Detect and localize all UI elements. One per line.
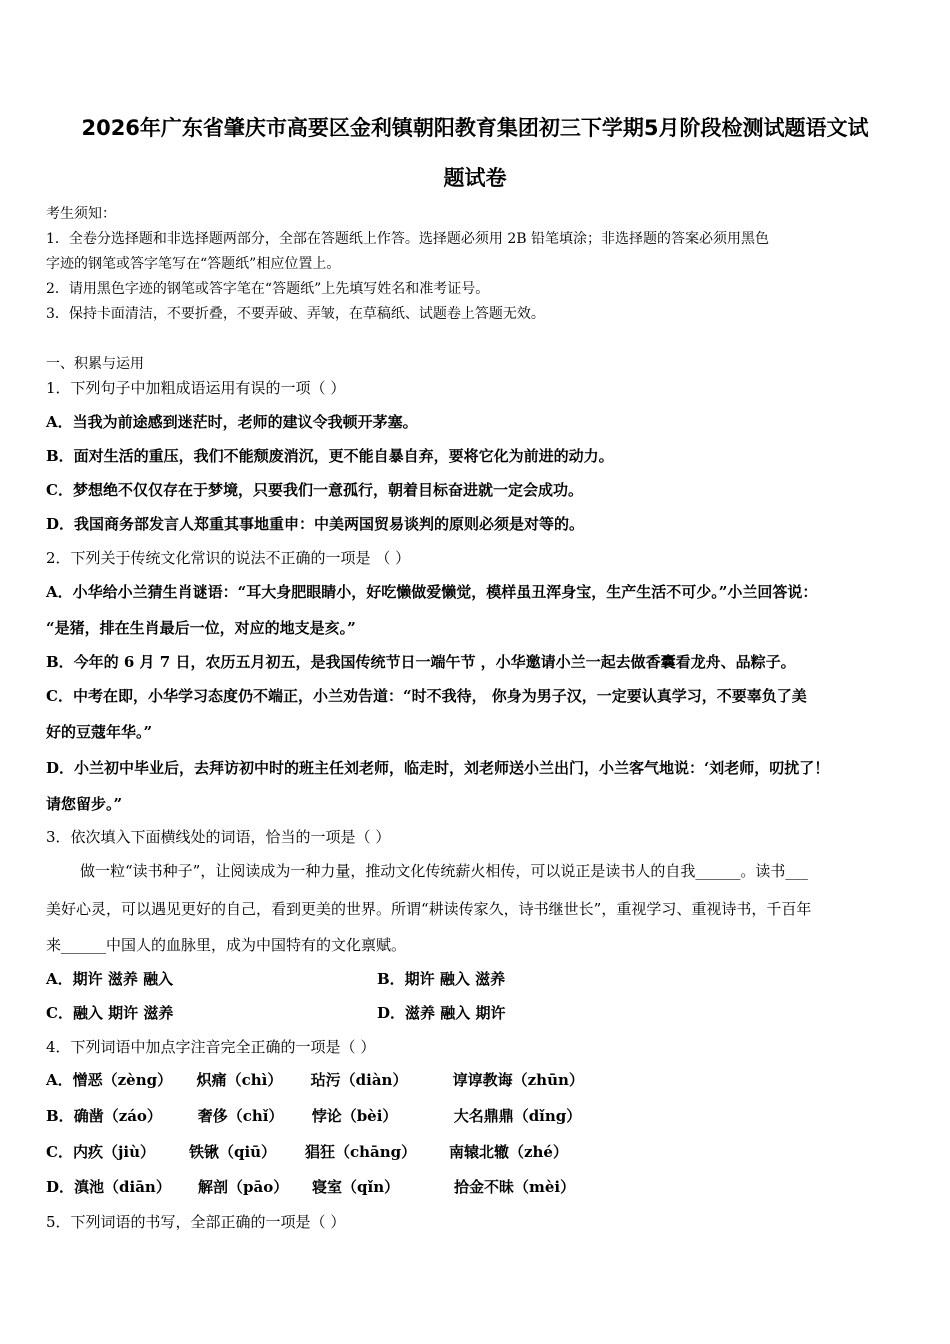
word-1: 确凿（záo） <box>73 1107 162 1125</box>
word-2: 解剖（pāo） <box>198 1178 289 1196</box>
notice-heading: 考生须知： <box>46 206 116 222</box>
question-4-option-b <box>46 1105 581 1126</box>
notice-item-3: 3．保持卡面清洁，不要折叠，不要弄破、弄皱，在草稿纸、试题卷上答题无效。 <box>46 306 545 322</box>
word-4: 谆谆教诲（zhūn） <box>452 1071 584 1089</box>
question-1-option-d: D．我国商务部发言人郑重其事地重申：中美两国贸易谈判的原则必须是对等的。 <box>46 515 585 533</box>
word-4: 拾金不昧（mèi） <box>454 1178 576 1196</box>
question-3-option-b: B．期许 融入 滋养 <box>377 970 506 988</box>
exam-title-line-1: 2026年广东省肇庆市高要区金利镇朝阳教育集团初三下学期5月阶段检测试题语文试 <box>81 116 869 140</box>
question-2-option-a-line-2: “是猪，排在生肖最后一位，对应的地支是亥。” <box>46 619 356 637</box>
word-2: 铁锹（qiū） <box>188 1143 277 1161</box>
question-2-option-b: B．今年的 6 月 7 日，农历五月初五，是我国传统节日一端午节 ，小华邀请小兰一起去做香囊看龙舟、品粽子。 <box>46 653 796 671</box>
question-3-passage-line-3: 来______中国人的血脉里，成为中国特有的文化禀赋。 <box>46 936 407 954</box>
option-label: D． <box>46 1178 75 1196</box>
question-1-option-c: C．梦想绝不仅仅存在于梦境，只要我们一意孤行，朝着目标奋进就一定会成功。 <box>46 481 583 499</box>
question-3-passage-line-1: 做一粒“读书种子”，让阅读成为一种力量，推动文化传统薪火相传，可以说正是读书人的自我______。读书___ <box>80 862 808 880</box>
word-1: 憎恶（zèng） <box>72 1071 173 1089</box>
question-1-stem: 1．下列句子中加粗成语运用有误的一项（ ） <box>46 379 346 397</box>
word-2: 炽痛（chì） <box>196 1071 283 1089</box>
word-3: 玷污（diàn） <box>310 1071 408 1089</box>
notice-item-1b: 字迹的钢笔或答字笔写在“答题纸”相应位置上。 <box>46 256 341 272</box>
section-heading: 一、积累与运用 <box>46 356 144 372</box>
question-4-option-c <box>46 1141 568 1162</box>
question-4-option-d <box>46 1176 575 1197</box>
question-2-option-d-line-2: 请您留步。” <box>46 795 123 813</box>
question-4-option-a <box>46 1069 584 1090</box>
question-3-stem: 3．依次填入下面横线处的词语，恰当的一项是（ ） <box>46 828 391 846</box>
word-3: 猖狂（chāng） <box>304 1143 417 1161</box>
question-2-option-d-line-1: D．小兰初中毕业后，去拜访初中时的班主任刘老师，临走时，刘老师送小兰出门，小兰客气地说：‘刘老师，叨扰了！ <box>46 759 830 777</box>
word-4: 大名鼎鼎（dǐng） <box>453 1107 582 1125</box>
question-3-option-d: D．滋养 融入 期许 <box>377 1004 506 1022</box>
word-4: 南辕北辙（zhé） <box>448 1143 568 1161</box>
question-2-stem: 2．下列关于传统文化常识的说法不正确的一项是 （ ） <box>46 549 411 567</box>
question-1-option-a: A．当我为前途感到迷茫时，老师的建议令我顿开茅塞。 <box>46 413 418 431</box>
option-label: B． <box>46 1107 74 1125</box>
notice-item-1a: 1．全卷分选择题和非选择题两部分，全部在答题纸上作答。选择题必须用 2B 铅笔填涂；非选择题的答案必须用黑色 <box>46 231 769 247</box>
word-1: 内疚（jiù） <box>72 1143 155 1161</box>
word-2: 奢侈（chǐ） <box>197 1107 284 1125</box>
question-2-option-a-line-1: A．小华给小兰猜生肖谜语：“耳大身肥眼睛小，好吃懒做爱懒觉，模样虽丑浑身宝，生产生活不可少。”小兰回答说： <box>46 583 818 601</box>
word-3: 寝室（qǐn） <box>312 1178 400 1196</box>
exam-title-line-2: 题试卷 <box>443 166 507 190</box>
option-label: C． <box>46 1143 73 1161</box>
question-4-stem: 4．下列词语中加点字注音完全正确的一项是（ ） <box>46 1038 376 1056</box>
question-3-option-c: C．融入 期许 滋养 <box>46 1004 174 1022</box>
option-label: A． <box>46 1071 73 1089</box>
question-3-option-a: A．期许 滋养 融入 <box>46 970 174 988</box>
question-3-passage-line-2: 美好心灵，可以遇见更好的自己，看到更美的世界。所谓“耕读传家久，诗书继世长”，重视学习、重视诗书，千百年 <box>46 900 812 918</box>
question-2-option-c-line-1: C．中考在即，小华学习态度仍不端正，小兰劝告道：“时不我待， 你身为男子汉，一定要认真学习，不要辜负了美 <box>46 687 807 705</box>
question-1-option-b: B．面对生活的重压，我们不能颓废消沉，更不能自暴自弃，要将它化为前进的动力。 <box>46 447 614 465</box>
notice-item-2: 2．请用黑色字迹的钢笔或答字笔在“答题纸”上先填写姓名和准考证号。 <box>46 281 490 297</box>
word-3: 悖论（bèi） <box>311 1107 398 1125</box>
word-1: 滇池（diān） <box>74 1178 171 1196</box>
question-2-option-c-line-2: 好的豆蔻年华。” <box>46 723 153 741</box>
question-5-stem: 5．下列词语的书写，全部正确的一项是（ ） <box>46 1213 346 1231</box>
